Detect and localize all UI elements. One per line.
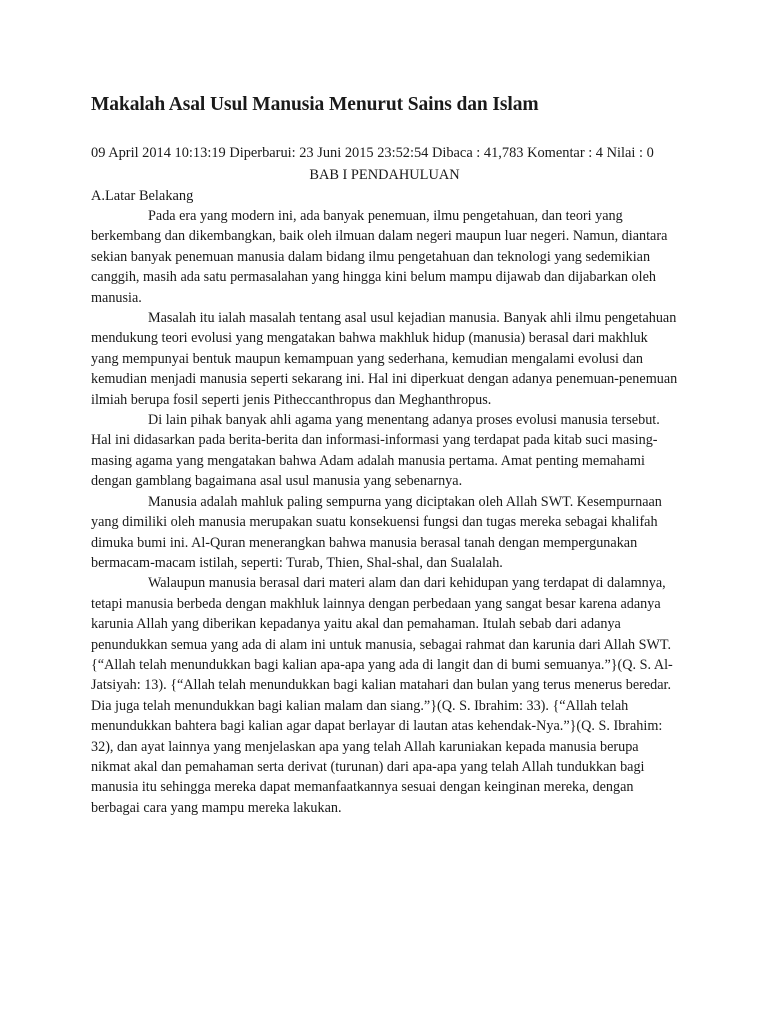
page-title: Makalah Asal Usul Manusia Menurut Sains dan Islam — [91, 94, 539, 115]
article-body — [91, 206, 678, 818]
section-heading: A.Latar Belakang — [91, 188, 194, 204]
chapter-heading: BAB I PENDAHULUAN — [309, 167, 460, 183]
article-meta: 09 April 2014 10:13:19 Diperbarui: 23 Juni 2015 23:52:54 Dibaca : 41,783 Komentar : 4 Nilai : 0 — [91, 145, 654, 161]
paragraph: Di lain pihak banyak ahli agama yang menentang adanya proses evolusi manusia tersebut. Hal ini didasarkan pada berita-berita dan informasi-informasi yang terdapat pada kitab suci masing-masing agama yang mengatakan bahwa Adam adalah manusia pertama. Amat penting memahami dengan gamblang bagaimana asal usul manusia yang sebenarnya. — [91, 412, 660, 490]
paragraph: Manusia adalah mahluk paling sempurna yang diciptakan oleh Allah SWT. Kesempurnaan yang dimiliki oleh manusia merupakan suatu konsekuensi fungsi dan tugas mereka sebagai khalifah dimuka bumi ini. Al-Quran menerangkan bahwa manusia berasal tanah dengan mempergunakan bermacam-macam istilah, seperti: Turab, Thien, Shal-shal, dan Sualalah. — [91, 493, 662, 571]
paragraph: Masalah itu ialah masalah tentang asal usul kejadian manusia. Banyak ahli ilmu pengetahuan mendukung teori evolusi yang mengatakan bahwa makhluk hidup (manusia) berasal dari makhluk yang mempunyai bentuk maupun kemampuan yang sederhana, kemudian mengalami evolusi dan kemudian menjadi manusia seperti sekarang ini. Hal ini diperkuat dengan adanya penemuan-penemuan ilmiah berupa fosil seperti jenis Pitheccanthropus dan Meghanthropus. — [91, 310, 678, 408]
paragraph: Walaupun manusia berasal dari materi alam dan dari kehidupan yang terdapat di dalamnya, tetapi manusia berbeda dengan makhluk lainnya dengan perbedaan yang sangat besar karena adanya karunia Allah yang diberikan kepadanya yaitu akal dan pemahaman. Itulah sebab dari adanya penundukkan semua yang ada di alam ini untuk manusia, sebagai rahmat dan karunia dari Allah SWT. {“Allah telah menundukkan bagi kalian apa-apa yang ada di langit dan di bumi semuanya.”}(Q. S. Al-Jatsiyah: 13). {“Allah telah menundukkan bagi kalian matahari dan bulan yang terus menerus beredar. Dia juga telah menundukkan bagi kalian malam dan siang.”}(Q. S. Ibrahim: 33). {“Allah telah menundukkan bahtera bagi kalian agar dapat berlayar di lautan atas kehendak-Nya.”}(Q. S. Ibrahim: 32), dan ayat lainnya yang menjelaskan apa yang telah Allah karuniakan kepada manusia berupa nikmat akal dan pemahaman serta derivat (turunan) dari apa-apa yang telah Allah tundukkan bagi manusia itu sehingga mereka dapat memanfaatkannya sesuai dengan keinginan mereka, dengan berbagai cara yang mampu mereka lakukan. — [91, 575, 673, 816]
paragraph: Pada era yang modern ini, ada banyak penemuan, ilmu pengetahuan, dan teori yang berkembang dan dikembangkan, baik oleh ilmuan dalam negeri maupun luar negeri. Namun, diantara sekian banyak penemuan manusia dalam bidang ilmu pengetahuan dan teknologi yang sedemikian canggih, masih ada satu permasalahan yang hingga kini belum mampu dijawab dan dijabarkan oleh manusia. — [91, 208, 668, 306]
